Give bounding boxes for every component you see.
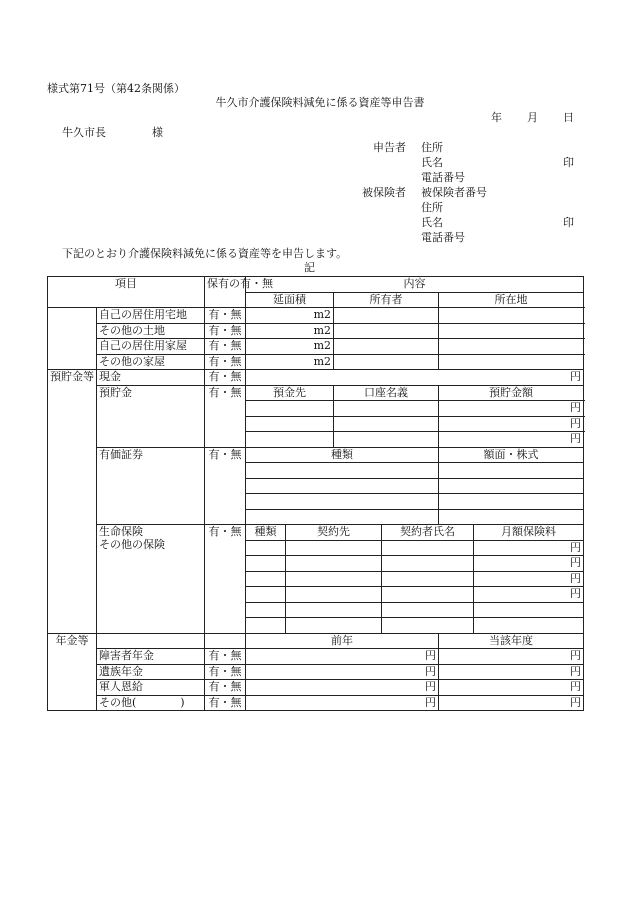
yes-no-option[interactable]: 有・無 (205, 308, 246, 324)
header-row (48, 277, 584, 293)
applicant-name-label: 氏名 (421, 156, 443, 169)
area-cell[interactable]: m2 (246, 323, 334, 339)
life-insurance-label: 生命保険 (99, 525, 143, 538)
securities-type-cell[interactable] (246, 478, 439, 494)
location-cell[interactable] (439, 323, 584, 339)
deposits-label: 預貯金 (97, 385, 205, 447)
insurance-contractor-header: 契約先 (286, 525, 382, 541)
insured-name-label: 氏名 (421, 216, 443, 229)
insured-address-label: 住所 (421, 201, 443, 214)
account-holder-header: 口座名義 (334, 385, 439, 401)
insurance-premium-cell[interactable]: 円 (474, 587, 584, 603)
yes-no-option[interactable]: 有・無 (205, 664, 246, 680)
location-cell[interactable] (439, 354, 584, 370)
cash-amount-cell[interactable]: 円 (246, 370, 584, 386)
applicant-phone-label: 電話番号 (421, 171, 465, 184)
header-item: 項目 (48, 277, 205, 308)
insurance-type-cell[interactable] (246, 540, 286, 556)
insurance-contractor-cell[interactable] (286, 602, 382, 618)
addressee-sama: 様 (152, 126, 163, 139)
insurance-type-cell[interactable] (246, 618, 286, 634)
current-year-amount[interactable]: 円 (439, 695, 584, 711)
real-estate-group-cell (48, 308, 97, 370)
date-month: 月 (527, 111, 538, 124)
area-cell[interactable]: m2 (246, 339, 334, 355)
insurance-type-cell[interactable] (246, 571, 286, 587)
ki-mark: 記 (304, 261, 315, 274)
pension-header-blank (205, 633, 246, 649)
insured-number-label: 被保険者番号 (421, 186, 487, 199)
account-holder-cell[interactable] (334, 432, 439, 448)
yes-no-option[interactable]: 有・無 (205, 447, 246, 525)
date-day: 日 (563, 111, 574, 124)
insurance-premium-cell[interactable]: 円 (474, 571, 584, 587)
securities-type-cell[interactable] (246, 494, 439, 510)
yes-no-option[interactable]: 有・無 (205, 680, 246, 696)
securities-amount-cell[interactable] (439, 478, 584, 494)
securities-amount-cell[interactable] (439, 463, 584, 479)
insurance-label (97, 525, 205, 634)
insurance-contractor-cell[interactable] (286, 587, 382, 603)
insurance-type-cell[interactable] (246, 602, 286, 618)
insurance-premium-cell[interactable] (474, 618, 584, 634)
form-number: 様式第71号（第42条関係） (47, 82, 185, 95)
table-row (48, 323, 584, 339)
real-estate-label: その他の土地 (97, 323, 205, 339)
insurance-holder-cell[interactable] (382, 571, 474, 587)
yes-no-option[interactable]: 有・無 (205, 370, 246, 386)
location-cell[interactable] (439, 339, 584, 355)
prev-year-amount[interactable]: 円 (246, 695, 439, 711)
header-location: 所在地 (439, 292, 584, 308)
area-cell[interactable]: m2 (246, 308, 334, 324)
applicant-seal: 印 (563, 156, 574, 169)
yes-no-option[interactable]: 有・無 (205, 339, 246, 355)
prev-year-amount[interactable]: 円 (246, 680, 439, 696)
deposit-bank-cell[interactable] (246, 416, 334, 432)
applicant-label: 申告者 (373, 141, 406, 154)
pension-label: その他( ) (97, 695, 205, 711)
table-row (48, 354, 584, 370)
securities-label: 有価証券 (97, 447, 205, 525)
insurance-holder-cell[interactable] (382, 618, 474, 634)
location-cell[interactable] (439, 308, 584, 324)
pension-label: 障害者年金 (97, 649, 205, 665)
owner-cell[interactable] (334, 323, 439, 339)
insurance-premium-cell[interactable]: 円 (474, 556, 584, 572)
securities-type-cell[interactable] (246, 463, 439, 479)
real-estate-label: 自己の居住用宅地 (97, 308, 205, 324)
insurance-premium-cell[interactable] (474, 602, 584, 618)
date-year: 年 (491, 111, 502, 124)
insured-phone-label: 電話番号 (421, 231, 465, 244)
table-row (48, 649, 584, 665)
securities-amount-cell[interactable] (439, 509, 584, 525)
addressee-mayor: 牛久市長 (62, 126, 106, 139)
insurance-contractor-cell[interactable] (286, 571, 382, 587)
insurance-holder-cell[interactable] (382, 602, 474, 618)
header-possession: 保有の有・無 (205, 277, 246, 308)
insurance-contractor-cell[interactable] (286, 540, 382, 556)
header-owner: 所有者 (334, 292, 439, 308)
deposit-amount-header: 預貯金額 (439, 385, 584, 401)
area-cell[interactable]: m2 (246, 354, 334, 370)
insured-seal: 印 (563, 216, 574, 229)
yes-no-option[interactable]: 有・無 (205, 649, 246, 665)
cash-label: 現金 (97, 370, 205, 386)
insurance-contractor-cell[interactable] (286, 556, 382, 572)
securities-type-cell[interactable] (246, 509, 439, 525)
deposit-amount-cell[interactable]: 円 (439, 401, 584, 417)
yes-no-option[interactable]: 有・無 (205, 354, 246, 370)
deposit-bank-header: 預金先 (246, 385, 334, 401)
yes-no-option[interactable]: 有・無 (205, 385, 246, 447)
insurance-contractor-cell[interactable] (286, 618, 382, 634)
insurance-type-header: 種類 (246, 525, 286, 541)
table-row (48, 308, 584, 324)
yes-no-option[interactable]: 有・無 (205, 525, 246, 634)
current-year-amount[interactable]: 円 (439, 649, 584, 665)
pension-label: 軍人恩給 (97, 680, 205, 696)
securities-type-header: 種類 (246, 447, 439, 463)
insurance-type-cell[interactable] (246, 556, 286, 572)
insurance-type-cell[interactable] (246, 587, 286, 603)
insurance-holder-header: 契約者氏名 (382, 525, 474, 541)
yes-no-option[interactable]: 有・無 (205, 323, 246, 339)
insurance-holder-cell[interactable] (382, 540, 474, 556)
other-insurance-label: その他の保険 (99, 538, 165, 551)
table-row (48, 385, 584, 401)
table-row (48, 633, 584, 649)
insurance-premium-header: 月額保険料 (474, 525, 584, 541)
header-area: 延面積 (246, 292, 334, 308)
pension-group-label: 年金等 (48, 633, 97, 711)
yes-no-option[interactable]: 有・無 (205, 695, 246, 711)
table-row (48, 680, 584, 696)
insured-label: 被保険者 (362, 186, 406, 199)
insurance-holder-cell[interactable] (382, 556, 474, 572)
declaration-text: 下記のとおり介護保険料減免に係る資産等を申告します。 (62, 247, 348, 260)
account-holder-cell[interactable] (334, 401, 439, 417)
securities-amount-cell[interactable] (439, 494, 584, 510)
table-row (48, 339, 584, 355)
insurance-premium-cell[interactable]: 円 (474, 540, 584, 556)
table-row (48, 664, 584, 680)
prev-year-amount[interactable]: 円 (246, 664, 439, 680)
current-year-amount[interactable]: 円 (439, 680, 584, 696)
owner-cell[interactable] (334, 339, 439, 355)
owner-cell[interactable] (334, 354, 439, 370)
applicant-address-label: 住所 (421, 141, 443, 154)
deposit-bank-cell[interactable] (246, 432, 334, 448)
header-content: 内容 (246, 277, 584, 293)
savings-group-label: 預貯金等 (48, 370, 97, 634)
owner-cell[interactable] (334, 308, 439, 324)
current-year-amount[interactable]: 円 (439, 664, 584, 680)
pension-header-blank (97, 633, 205, 649)
real-estate-label: その他の家屋 (97, 354, 205, 370)
securities-amount-header: 額面・株式 (439, 447, 584, 463)
document-title: 牛久市介護保険料減免に係る資産等申告書 (215, 96, 425, 109)
table-row (48, 447, 584, 463)
table-row (48, 370, 584, 386)
deposit-bank-cell[interactable] (246, 401, 334, 417)
deposit-amount-cell[interactable]: 円 (439, 416, 584, 432)
account-holder-cell[interactable] (334, 416, 439, 432)
table-row (48, 525, 584, 541)
pension-label: 遺族年金 (97, 664, 205, 680)
insurance-holder-cell[interactable] (382, 587, 474, 603)
table-row (48, 695, 584, 711)
asset-declaration-table (47, 276, 584, 711)
prev-year-amount[interactable]: 円 (246, 649, 439, 665)
current-year-header: 当該年度 (439, 633, 584, 649)
real-estate-label: 自己の居住用家屋 (97, 339, 205, 355)
prev-year-header: 前年 (246, 633, 439, 649)
deposit-amount-cell[interactable]: 円 (439, 432, 584, 448)
